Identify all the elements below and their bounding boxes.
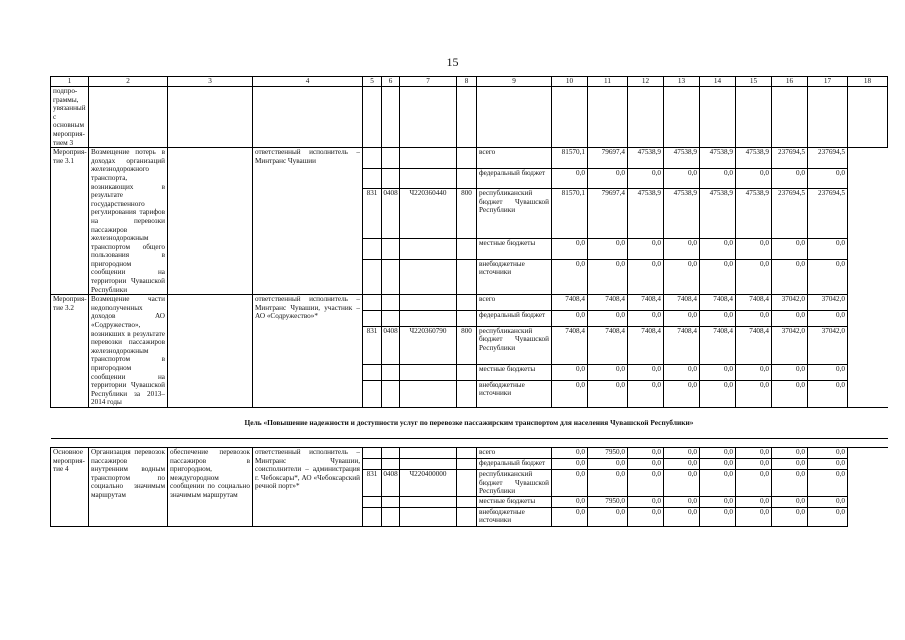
amount-cell: 0,0 (772, 496, 808, 507)
funding-source: всего (477, 148, 552, 169)
amount-cell: 0,0 (628, 380, 664, 407)
header-cell: 18 (848, 77, 888, 87)
funding-source: местные бюджеты (477, 239, 552, 260)
amount-cell: 79697,4 (588, 189, 628, 239)
table-body (51, 77, 888, 527)
header-cell: 1 (51, 77, 89, 87)
amount-cell: 7408,4 (736, 326, 772, 364)
empty-cell (382, 259, 400, 295)
header-cell: 3 (168, 77, 253, 87)
empty-cell (457, 507, 477, 526)
amount-cell: 0,0 (736, 458, 772, 469)
empty-cell (363, 148, 382, 169)
amount-cell: 0,0 (700, 469, 736, 496)
amount-cell: 0,0 (808, 239, 848, 260)
amount-cell: 0,0 (700, 168, 736, 189)
header-cell: 8 (457, 77, 477, 87)
amount-cell: 0,0 (664, 507, 700, 526)
amount-cell: 0,0 (808, 168, 848, 189)
empty-cell (400, 447, 457, 458)
funding-source: республиканский бюджет Чувашской Республики (477, 469, 552, 496)
amount-cell: 0,0 (736, 365, 772, 381)
amount-cell: 0,0 (552, 458, 588, 469)
amount-cell: 0,0 (552, 380, 588, 407)
table-row (51, 447, 888, 458)
amount-cell: 0,0 (772, 447, 808, 458)
amount-cell: 0,0 (664, 447, 700, 458)
amount-cell: 0,0 (808, 310, 848, 326)
empty-cell (588, 87, 628, 148)
empty-cell (400, 310, 457, 326)
amount-cell: 237694,5 (808, 189, 848, 239)
funding-source: республиканский бюджет Чувашской Республики (477, 189, 552, 239)
amount-cell: 0,0 (588, 168, 628, 189)
amount-cell: 0,0 (736, 447, 772, 458)
empty-cell (400, 380, 457, 407)
amount-cell: 0,0 (588, 239, 628, 260)
amount-cell: 0,0 (772, 168, 808, 189)
amount-cell: 0,0 (736, 496, 772, 507)
empty-cell (628, 87, 664, 148)
empty-cell (363, 168, 382, 189)
amount-cell: 0,0 (808, 507, 848, 526)
amount-cell: 7408,4 (700, 295, 736, 311)
empty-cell (363, 447, 382, 458)
empty-cell (457, 447, 477, 458)
amount-cell: 0,0 (552, 310, 588, 326)
funding-source: внебюджетные источники (477, 380, 552, 407)
amount-cell: 7950,0 (588, 447, 628, 458)
amount-cell: 0,0 (772, 380, 808, 407)
amount-cell: 0,0 (588, 458, 628, 469)
amount-cell: 0,0 (628, 447, 664, 458)
empty-cell (808, 87, 848, 148)
amount-cell: 0,0 (664, 365, 700, 381)
amount-cell: 237694,5 (772, 148, 808, 169)
empty-cell (457, 168, 477, 189)
amount-cell: 0,0 (808, 496, 848, 507)
amount-cell: 0,0 (588, 469, 628, 496)
empty-cell (363, 259, 382, 295)
expense-type-code (457, 469, 477, 496)
empty-cell (363, 310, 382, 326)
goal-row (51, 407, 888, 438)
amount-cell: 0,0 (628, 458, 664, 469)
measure-executor: ответственный исполнитель – Минтранс Чувашии, участник – АО «Содружество»* (253, 295, 363, 408)
empty-cell (382, 458, 400, 469)
amount-cell: 0,0 (552, 447, 588, 458)
amount-cell: 47538,9 (628, 148, 664, 169)
amount-cell: 0,0 (736, 507, 772, 526)
empty-cell (89, 87, 168, 148)
expense-type-code: 800 (457, 326, 477, 364)
empty-cell (457, 310, 477, 326)
amount-cell: 0,0 (552, 496, 588, 507)
header-cell: 14 (700, 77, 736, 87)
empty-cell (400, 239, 457, 260)
funding-source: внебюджетные источники (477, 259, 552, 295)
empty-cell (363, 496, 382, 507)
amount-cell: 0,0 (700, 458, 736, 469)
header-cell: 10 (552, 77, 588, 87)
funding-source: всего (477, 295, 552, 311)
empty-cell (382, 365, 400, 381)
measure-name: Возмещение потерь в доходах организаций железнодорожного транспорта, возникающих в результате государственного регулирования тарифов на перевозки пассажиров железнодорожным транспортом общего пользования в пригородном сообщении на территории Чувашской Республики (89, 148, 168, 295)
amount-cell: 0,0 (736, 239, 772, 260)
measure-goal: обеспечение перевозок пассажиров в пригородном, междугородном сообщении по социально значимым маршрутам (168, 447, 253, 526)
amount-cell: 0,0 (628, 310, 664, 326)
empty-cell (400, 259, 457, 295)
amount-cell: 0,0 (808, 365, 848, 381)
amount-cell: 0,0 (664, 380, 700, 407)
amount-cell: 0,0 (808, 259, 848, 295)
amount-cell: 0,0 (552, 469, 588, 496)
empty-cell (664, 87, 700, 148)
empty-cell (382, 148, 400, 169)
amount-cell: 0,0 (664, 259, 700, 295)
measure-label: Мероприя- тие 3.2 (51, 295, 89, 408)
empty-cell (457, 239, 477, 260)
funding-source: федеральный бюджет (477, 168, 552, 189)
header-cell: 15 (736, 77, 772, 87)
header-cell: 16 (772, 77, 808, 87)
amount-cell: 37042,0 (808, 295, 848, 311)
empty-cell (382, 239, 400, 260)
amount-cell: 47538,9 (664, 189, 700, 239)
table-row (51, 148, 888, 169)
header-row (51, 77, 888, 87)
empty-cell (400, 458, 457, 469)
amount-cell: 0,0 (700, 259, 736, 295)
empty-cell (457, 259, 477, 295)
measure-executor: ответственный исполнитель – Минтранс Чувашии (253, 148, 363, 295)
header-cell: 17 (808, 77, 848, 87)
amount-cell: 0,0 (700, 496, 736, 507)
amount-cell: 37042,0 (772, 295, 808, 311)
amount-cell: 47538,9 (736, 148, 772, 169)
amount-cell: 0,0 (736, 380, 772, 407)
empty-cell (477, 87, 552, 148)
amount-cell: 0,0 (552, 507, 588, 526)
amount-cell: 0,0 (700, 447, 736, 458)
budget-table (50, 76, 888, 527)
amount-cell: 37042,0 (808, 326, 848, 364)
amount-cell: 0,0 (628, 469, 664, 496)
measure-label: Мероприя- тие 3.1 (51, 148, 89, 295)
amount-cell: 7408,4 (552, 295, 588, 311)
empty-cell (457, 295, 477, 311)
amount-cell: 0,0 (552, 239, 588, 260)
grbs-code: 831 (363, 469, 382, 496)
empty-cell (363, 239, 382, 260)
header-cell: 11 (588, 77, 628, 87)
amount-cell: 0,0 (700, 239, 736, 260)
target-article-code: Ч220360790 (400, 326, 457, 364)
empty-cell (400, 365, 457, 381)
grbs-code: 831 (363, 189, 382, 239)
header-cell: 13 (664, 77, 700, 87)
amount-cell: 0,0 (772, 507, 808, 526)
header-cell: 7 (400, 77, 457, 87)
measure-label: подпро- граммы, увязанный с основным мероприя- тием 3 (51, 87, 89, 148)
empty-cell (168, 87, 253, 148)
empty-cell (400, 295, 457, 311)
empty-cell (400, 168, 457, 189)
funding-source: федеральный бюджет (477, 310, 552, 326)
amount-cell: 0,0 (772, 310, 808, 326)
amount-cell: 81570,1 (552, 148, 588, 169)
amount-cell: 0,0 (628, 507, 664, 526)
header-cell: 9 (477, 77, 552, 87)
table-row (51, 295, 888, 311)
amount-cell: 0,0 (628, 239, 664, 260)
target-article-code: Ч220400000 (400, 469, 457, 496)
empty-cell (382, 310, 400, 326)
empty-cell (457, 87, 477, 148)
grbs-code: 831 (363, 326, 382, 364)
amount-cell: 47538,9 (700, 148, 736, 169)
expense-type-code: 800 (457, 189, 477, 239)
empty-cell (400, 148, 457, 169)
amount-cell: 0,0 (808, 447, 848, 458)
table-row (51, 87, 888, 148)
amount-cell: 7408,4 (700, 326, 736, 364)
amount-cell: 0,0 (552, 259, 588, 295)
amount-cell: 0,0 (664, 458, 700, 469)
empty-cell (382, 87, 400, 148)
target-article-code: Ч220360440 (400, 189, 457, 239)
amount-cell: 0,0 (664, 168, 700, 189)
goal-heading: Цель «Повышение надежности и доступности услуг по перевозке пассажирским транспортом для населения Чувашской Республики» (51, 407, 888, 438)
header-cell: 2 (89, 77, 168, 87)
amount-cell: 0,0 (588, 259, 628, 295)
empty-cell (552, 87, 588, 148)
empty-cell (253, 87, 363, 148)
amount-cell: 47538,9 (700, 189, 736, 239)
amount-cell: 7408,4 (628, 295, 664, 311)
amount-cell: 7408,4 (588, 326, 628, 364)
amount-cell: 237694,5 (772, 189, 808, 239)
empty-cell (400, 507, 457, 526)
amount-cell: 0,0 (664, 239, 700, 260)
amount-cell: 0,0 (772, 365, 808, 381)
empty-cell (363, 365, 382, 381)
empty-cell (772, 87, 808, 148)
amount-cell: 0,0 (736, 469, 772, 496)
empty-cell (363, 380, 382, 407)
amount-cell: 0,0 (772, 239, 808, 260)
measure-name: Возмещение части недополученных доходов АО «Содружество», возникших в результате перевозки пассажиров железнодорожным транспортом в пригородном сообщении на территории Чувашской Республики за 2013–2014 годы (89, 295, 168, 408)
measure-label: Основное мероприя- тие 4 (51, 447, 89, 526)
empty-cell (382, 168, 400, 189)
amount-cell: 0,0 (552, 168, 588, 189)
amount-cell: 0,0 (664, 469, 700, 496)
amount-cell: 0,0 (736, 310, 772, 326)
empty-cell (457, 380, 477, 407)
amount-cell: 7408,4 (664, 326, 700, 364)
empty-cell (382, 496, 400, 507)
amount-cell: 7408,4 (628, 326, 664, 364)
amount-cell: 0,0 (664, 310, 700, 326)
amount-cell: 7408,4 (664, 295, 700, 311)
amount-cell: 37042,0 (772, 326, 808, 364)
amount-cell: 0,0 (628, 365, 664, 381)
amount-cell: 7408,4 (588, 295, 628, 311)
section-code: 0408 (382, 189, 400, 239)
empty-cell (363, 87, 382, 148)
amount-cell: 79697,4 (588, 148, 628, 169)
empty-cell (382, 295, 400, 311)
funding-source: местные бюджеты (477, 365, 552, 381)
amount-cell: 0,0 (700, 380, 736, 407)
amount-cell: 0,0 (664, 496, 700, 507)
amount-cell: 0,0 (772, 259, 808, 295)
amount-cell: 0,0 (628, 259, 664, 295)
amount-cell: 0,0 (588, 380, 628, 407)
empty-cell (400, 87, 457, 148)
empty-cell (400, 496, 457, 507)
empty-cell (363, 507, 382, 526)
amount-cell: 0,0 (588, 365, 628, 381)
amount-cell: 47538,9 (628, 189, 664, 239)
amount-cell: 0,0 (552, 365, 588, 381)
empty-cell (848, 87, 888, 148)
empty-cell (363, 458, 382, 469)
measure-executor: ответственный исполнитель – Минтранс Чувашии, соисполнители – администрация г. Чебоксары*, АО «Чебоксарский речной порт»* (253, 447, 363, 526)
amount-cell: 0,0 (736, 259, 772, 295)
amount-cell: 0,0 (588, 507, 628, 526)
amount-cell: 0,0 (700, 310, 736, 326)
amount-cell: 237694,5 (808, 148, 848, 169)
empty-cell (457, 496, 477, 507)
empty-cell (457, 458, 477, 469)
amount-cell: 0,0 (628, 496, 664, 507)
empty-cell (700, 87, 736, 148)
amount-cell: 0,0 (628, 168, 664, 189)
funding-source: местные бюджеты (477, 496, 552, 507)
amount-cell: 47538,9 (736, 189, 772, 239)
header-cell: 6 (382, 77, 400, 87)
empty-cell (382, 447, 400, 458)
amount-cell: 0,0 (772, 469, 808, 496)
amount-cell: 7408,4 (736, 295, 772, 311)
page-number: 15 (446, 55, 459, 69)
spacer-cell (51, 438, 888, 447)
amount-cell: 0,0 (772, 458, 808, 469)
amount-cell: 7950,0 (588, 496, 628, 507)
amount-cell: 7408,4 (552, 326, 588, 364)
section-code: 0408 (382, 469, 400, 496)
empty-cell (457, 365, 477, 381)
measure-goal (168, 148, 253, 295)
empty-cell (736, 87, 772, 148)
amount-cell: 0,0 (700, 507, 736, 526)
amount-cell: 81570,1 (552, 189, 588, 239)
section-code: 0408 (382, 326, 400, 364)
amount-cell: 0,0 (588, 310, 628, 326)
funding-source: федеральный бюджет (477, 458, 552, 469)
header-cell: 5 (363, 77, 382, 87)
amount-cell: 0,0 (700, 365, 736, 381)
amount-cell: 0,0 (808, 469, 848, 496)
amount-cell: 47538,9 (664, 148, 700, 169)
funding-source: внебюджетные источники (477, 507, 552, 526)
amount-cell: 0,0 (808, 380, 848, 407)
measure-name: Организация перевозок пассажиров внутренним водным транспортом по социально значимым маршрутам (89, 447, 168, 526)
header-cell: 4 (253, 77, 363, 87)
empty-cell (382, 380, 400, 407)
funding-source: республиканский бюджет Чувашской Республики (477, 326, 552, 364)
amount-cell: 0,0 (736, 168, 772, 189)
empty-cell (382, 507, 400, 526)
measure-goal (168, 295, 253, 408)
spacer-row (51, 438, 888, 447)
amount-cell: 0,0 (808, 458, 848, 469)
funding-source: всего (477, 447, 552, 458)
empty-cell (457, 148, 477, 169)
header-cell: 12 (628, 77, 664, 87)
empty-cell (363, 295, 382, 311)
